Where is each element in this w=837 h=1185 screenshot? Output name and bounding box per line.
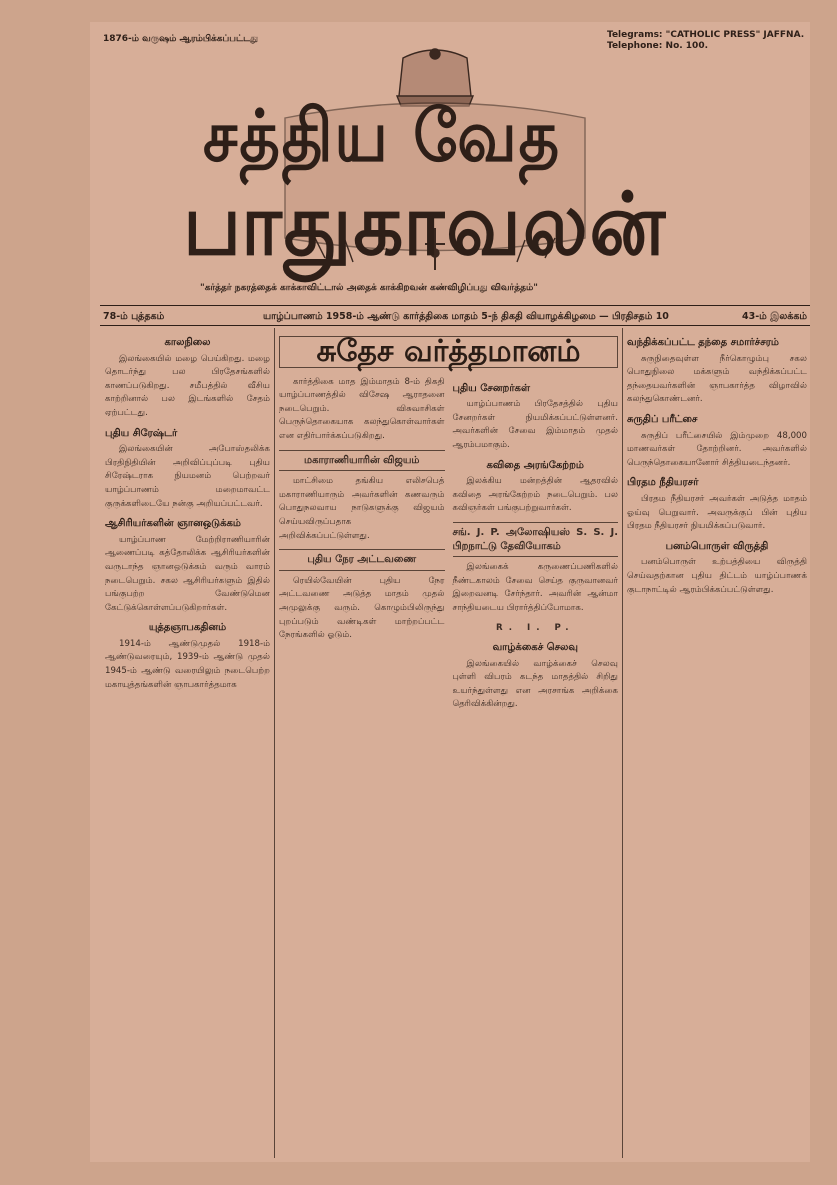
divider-top [100,305,810,306]
issue-number: 43-ம் இலக்கம் [742,311,808,322]
phone-label: Telephone: [607,41,663,51]
article-text: கார்த்திகை மாத இம்மாதம் 8-ம் திகதி யாழ்ப்பாணத்தில் விசேஷ ஆராதனை நடைபெறும். விசுவாசிகள் பெருந்தொகையாக கலந்துகொள்வார்கள் என எதிர்பார்க்கப்படுகிறது. [279,376,445,441]
article-heading: சங். J. P. அலோஷியஸ் S. S. J. பிறநாட்டு தேவியோகம் [453,522,619,557]
telegrams-label: Telegrams: [607,30,663,40]
article-text: 1914-ம் ஆண்டுமுதல் 1918-ம் ஆண்டுவரையும், 1939-ம் ஆண்டு முதல் 1945-ம் ஆண்டு வரையிலும் நடைபெற்ற மகாயுத்தங்களின் ஞாபகார்த்தமாக [105,638,270,690]
article-text: இலங்கைக் கருணைப்பணிகளில் நீண்டகாலம் சேவை செய்த குருவானவர் இறைவனடி சேர்ந்தார். அவரின் ஆன்மா சாந்தியடைய பிரார்த்திப்போமாக. [452,562,618,613]
masthead [165,48,705,278]
article-text: இலங்கையில் மழை பெய்கிறது. மழை தொடர்ந்து பல பிரதேசங்களில் காணப்படுகிறது. சமீபத்தில் வீசிய காற்றினால் பல இடங்களில் சேதம் ஏற்பட்டது. [105,353,270,418]
column-right [627,330,807,1150]
telegrams-value: "CATHOLIC PRESS" JAFFNA. [665,30,805,40]
phone-value: No. 100. [665,41,709,51]
article-text: இலங்கையின் அபோஸ்தலிக்க பிரதிநிதியின் அறிவிப்புப்படி புதிய சிரேஷ்டராக நியமனம் பெற்றவர் யாழ்ப்பாணம் மறைமாவட்ட குருக்களிடையே நன்கு அறியப்பட்டவர். [105,444,270,509]
column-left [105,330,270,1150]
article-text: யாழ்ப்பாணம் பிரதேசத்தில் புதிய சேனறர்கள் நியமிக்கப்பட்டுள்ளனர். அவர்களின் சேவை இம்மாதம் முதல் ஆரம்பமாகும். [452,399,618,450]
article-heading: வந்திக்கப்பட்ட தந்தை சமார்ச்சரம் [627,337,779,348]
article-text: ரெயில்வேயின் புதிய நேர அட்டவணை அடுத்த மாதம் முதல் அமுலுக்கு வரும். கொழும்பிலிருந்து புறப்படும் வண்டிகள் மாற்றப்பட்ட நேரங்களில் ஓடும். [279,575,445,641]
masthead-motto: "கர்த்தர் நகரத்தைக் காக்காவிட்டால் அதைக் காக்கிறவன் கண்விழிப்பது விவர்த்தம்" [200,283,538,293]
article-heading: பனம்பொருள் விருத்தி [665,540,769,552]
column-middle [279,330,618,1150]
article-text: சுருதிப் பரீட்சையில் இம்முறை 48,000 மாணவர்கள் தோற்றினர். அவர்களில் பெருந்தொகையானோர் சித்தியடைந்தனர். [627,430,807,468]
article-heading: புதிய சேனறர்கள் [452,382,530,394]
article-heading: வாழ்க்கைச் செலவு [492,642,578,654]
article-heading: காலநிலை [164,337,211,348]
article-heading: சுருதிப் பரீட்சை [627,413,698,425]
article-heading: புதிய நேர அட்டவணை [279,549,445,571]
article-text: பிரதம நீதியரசர் அவர்கள் அடுத்த மாதம் ஓய்வு பெறுவார். அவருக்குப் பின் புதிய பிரதம நீதியரசர் நியமிக்கப்படுவார். [627,493,807,532]
rip-mark: R. I. P. [496,622,575,633]
masthead-title-line2: பாதுகாவலன் [183,174,668,276]
section-headline: சுதேச வர்த்தமானம் [279,336,618,368]
divider-bottom [100,325,810,326]
volume-number: 78-ம் புத்தகம் [103,311,165,322]
issue-date: யாழ்ப்பாணம் 1958-ம் ஆண்டு கார்த்திகை மாதம் 5-ந் திகதி வியாழக்கிழமை — பிரதிசதம் 10 [263,311,669,322]
article-heading: புதிய சிரேஷ்டர் [105,427,178,439]
article-heading: பிரதம நீதியரசர் [627,477,699,489]
article-text: இலங்கையில் வாழ்க்கைச் செலவு புள்ளி விபரம் கடந்த மாதத்தில் சிறிது உயர்ந்துள்ளது என அரசாங்க அறிக்கை தெரிவிக்கின்றது. [452,658,618,710]
article-heading: மகாராணியாரின் விஜயம் [279,450,445,472]
article-text: யாழ்ப்பாண மேற்றிராணியாரின் ஆணைப்படி கத்தோலிக்க ஆசிரியர்களின் வருடாந்த ஞானஒடுக்கம் வரும் வாரம் நடைபெறும். சகல ஆசிரியர்களும் இதில் பங்குபற்ற வேண்டுமென கேட்டுக்கொள்ளப்படுகிறார்கள். [105,534,270,613]
article-text: இலக்கிய மன்றத்தின் ஆதரவில் கவிதை அரங்கேற்றம் நடைபெறும். பல கவிஞர்கள் பங்குபற்றுவார்கள். [452,476,618,514]
article-heading: கவிதை அரங்கேற்றம் [486,459,584,471]
article-text: மாட்சிமை தங்கிய எலிசபெத் மகாராணியாரும் அவர்களின் கணவரும் பொதுநலவாய நாடுகளுக்கு விஜயம் செய்யவிருப்பதாக அறிவிக்கப்பட்டுள்ளது. [279,476,445,541]
article-text: சுருநிதைவுள்ள நீர்கொழும்பு சகல பொதுநிலை மக்களும் வந்திக்கப்பட்ட தந்தையவர்களின் ஞாபகார்த்த விழாவில் கலந்துகொண்டனர். [627,353,807,405]
column-rule-2 [622,328,623,1158]
article-text: பனம்பொருள் உற்பத்தியை விருத்தி செய்வதற்கான புதிய திட்டம் யாழ்ப்பாணக் குடாநாட்டில் ஆரம்பிக்கப்பட்டுள்ளது. [627,557,807,595]
article-heading: ஆசிரியர்களின் ஞானஒடுக்கம் [105,518,241,530]
article-heading: யுத்தஞாபகதினம் [148,622,227,634]
masthead-title-line1: சத்திய வேத [203,93,561,178]
established-note: 1876-ம் வருஷம் ஆரம்பிக்கப்பட்டது [103,34,259,44]
column-rule-1 [274,328,275,1158]
